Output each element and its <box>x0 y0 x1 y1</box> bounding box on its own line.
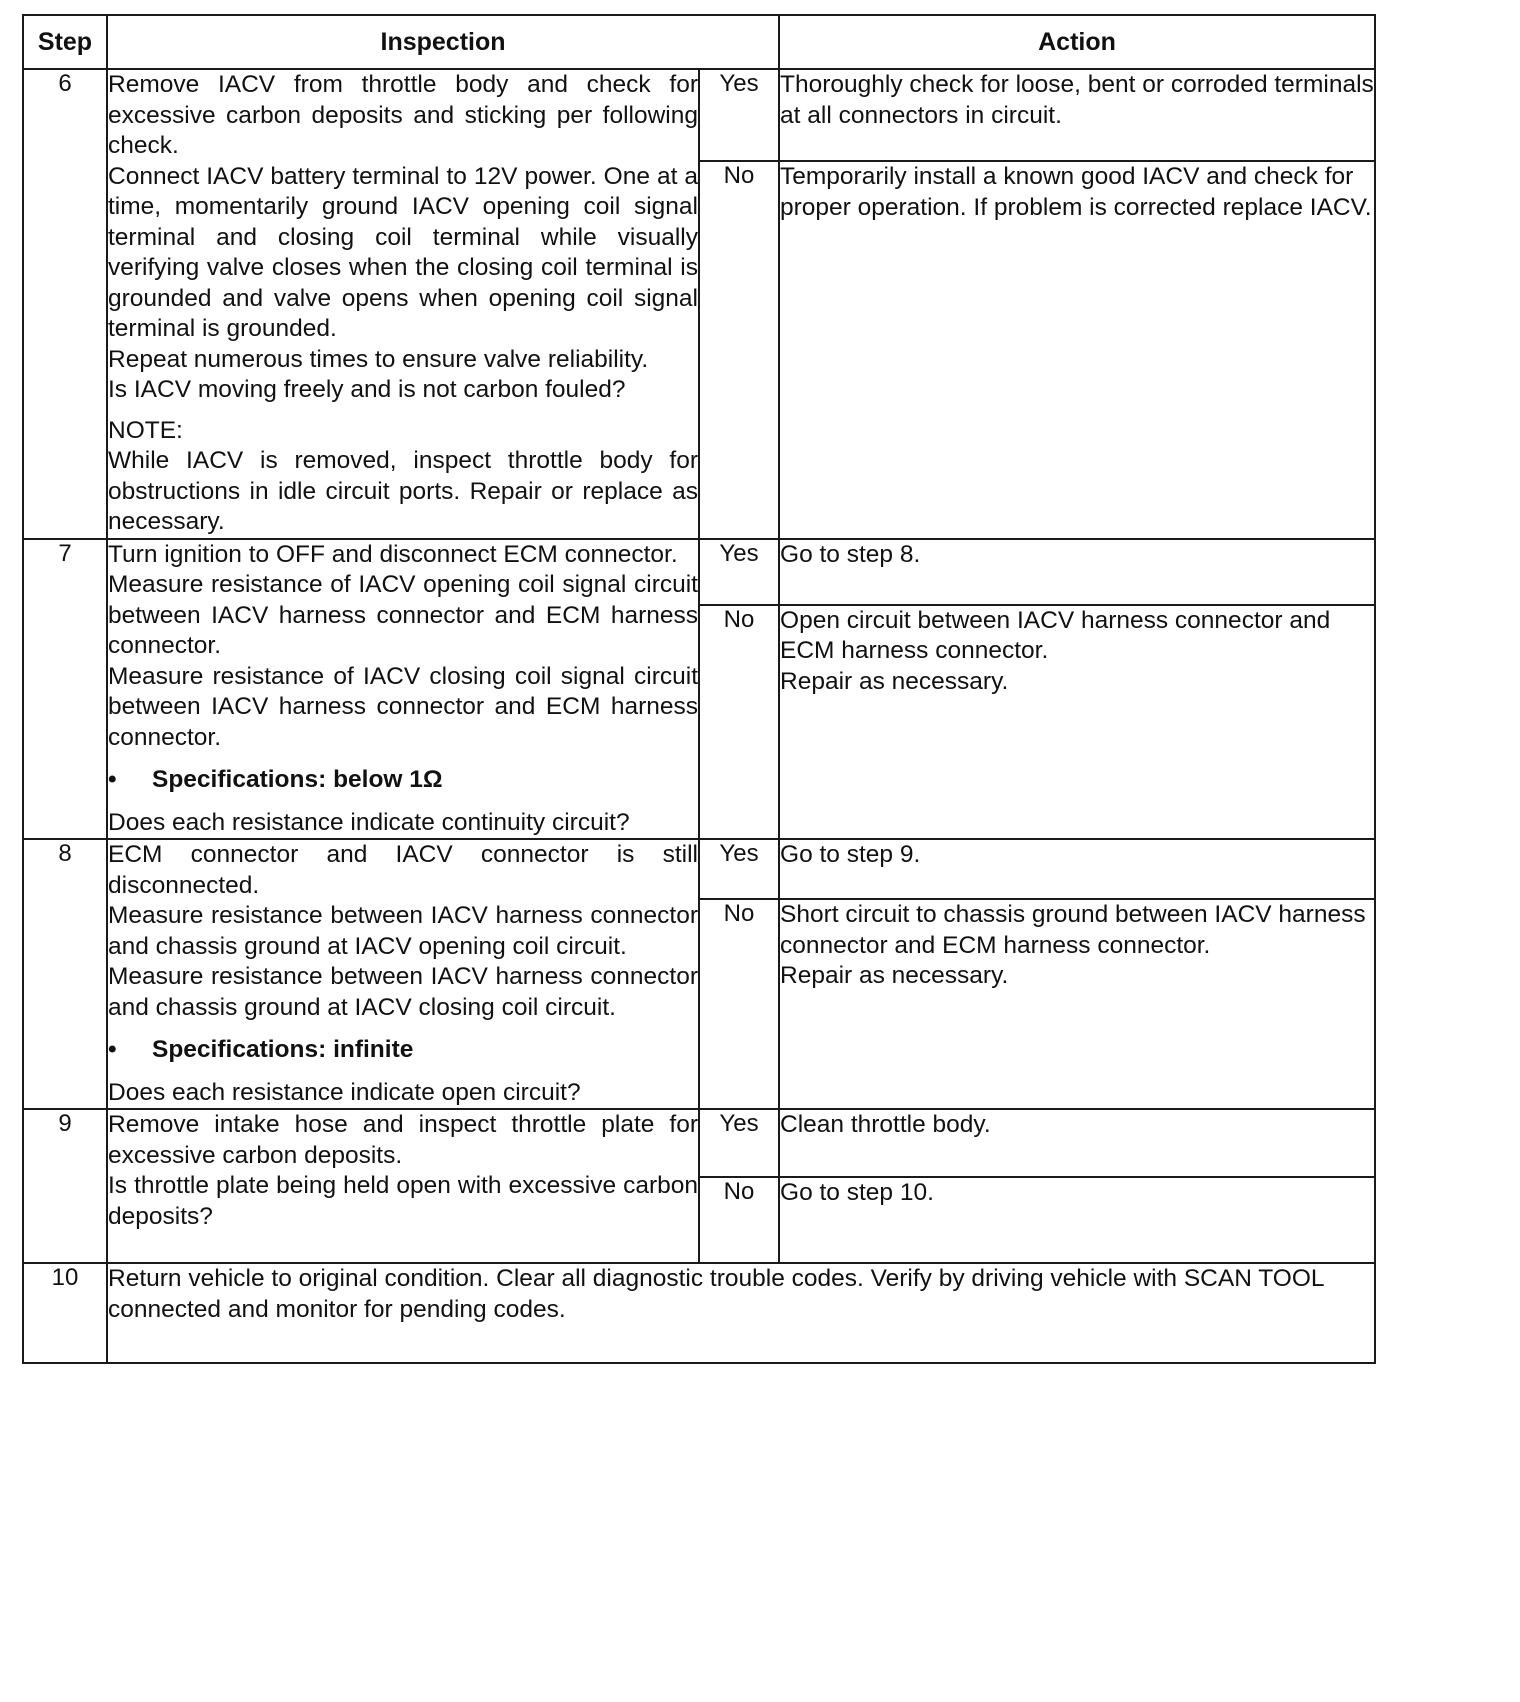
step-7-yes-row <box>23 539 1375 605</box>
specification <box>108 1035 698 1066</box>
step-6-inspection <box>107 69 699 539</box>
troubleshooting-table <box>22 14 1376 1364</box>
yes-label: Yes <box>699 69 779 161</box>
no-action <box>779 1177 1375 1263</box>
note-title: NOTE: <box>108 416 183 444</box>
inspection-text: ECM connector and IACV connector is still disconnected. <box>108 841 698 899</box>
no-label: No <box>699 1177 779 1263</box>
yes-action <box>779 69 1375 161</box>
inspection-column-header: Inspection <box>107 15 779 69</box>
step-column-header: Step <box>23 15 107 69</box>
table-header-row <box>23 15 1375 69</box>
no-label: No <box>699 161 779 539</box>
step-number: 10 <box>23 1263 107 1363</box>
inspection-text: Connect IACV battery terminal to 12V power. One at a time, momentarily ground IACV opening coil signal terminal and closing coil terminal while visually verifying valve closes when the closing coil terminal is grounded and valve opens when opening coil signal terminal is grounded. <box>108 162 698 342</box>
step-8-inspection <box>107 839 699 1109</box>
no-label: No <box>699 899 779 1109</box>
action-text: Temporarily install a known good IACV and check for proper operation. If problem is corrected replace IACV. <box>780 163 1372 221</box>
action-text: Go to step 8. <box>780 540 921 568</box>
action-text: Repair as necessary. <box>780 667 1009 695</box>
inspection-question: Is throttle plate being held open with excessive carbon deposits? <box>108 1172 698 1230</box>
inspection-question: Is IACV moving freely and is not carbon fouled? <box>108 376 626 403</box>
action-text: Go to step 10. <box>780 1179 934 1206</box>
yes-action <box>779 839 1375 899</box>
step-number: 8 <box>23 839 107 1109</box>
action-text: Open circuit between IACV harness connector and ECM harness connector. <box>780 606 1331 664</box>
step-number: 7 <box>23 539 107 840</box>
action-column-header: Action <box>779 15 1375 69</box>
step-10-row <box>23 1263 1375 1363</box>
no-label: No <box>699 605 779 840</box>
step-9-inspection <box>107 1109 699 1263</box>
inspection-text: Measure resistance of IACV opening coil signal circuit between IACV harness connector and ECM harness connector. <box>108 571 698 659</box>
inspection-question: Does each resistance indicate open circuit? <box>108 1078 581 1106</box>
yes-label: Yes <box>699 1109 779 1177</box>
action-text: Repair as necessary. <box>780 962 1009 989</box>
no-action <box>779 161 1375 539</box>
inspection-text: Turn ignition to OFF and disconnect ECM connector. <box>108 540 678 568</box>
specification <box>108 765 698 796</box>
no-action <box>779 605 1375 840</box>
yes-action <box>779 539 1375 605</box>
inspection-text: Measure resistance between IACV harness connector and chassis ground at IACV opening coil circuit. <box>108 902 698 960</box>
action-text: Short circuit to chassis ground between IACV harness connector and ECM harness connector. <box>780 901 1366 959</box>
specification-text: Specifications: infinite <box>152 1036 414 1063</box>
diagnostic-procedure-sheet <box>22 14 1374 1364</box>
step-8-yes-row <box>23 839 1375 899</box>
note-text: While IACV is removed, inspect throttle body for obstructions in idle circuit ports. Repair or replace as necessary. <box>108 447 698 535</box>
action-text: Thoroughly check for loose, bent or corroded terminals at all connectors in circuit. <box>780 71 1374 129</box>
step-number: 9 <box>23 1109 107 1263</box>
no-action <box>779 899 1375 1109</box>
yes-label: Yes <box>699 839 779 899</box>
inspection-text: Repeat numerous times to ensure valve reliability. <box>108 345 649 373</box>
step-9-yes-row <box>23 1109 1375 1177</box>
yes-label: Yes <box>699 539 779 605</box>
yes-action <box>779 1109 1375 1177</box>
inspection-text: Remove intake hose and inspect throttle plate for excessive carbon deposits. <box>108 1111 698 1169</box>
step-7-inspection <box>107 539 699 840</box>
inspection-question: Does each resistance indicate continuity circuit? <box>108 808 630 836</box>
step-6-yes-row <box>23 69 1375 161</box>
inspection-text: Measure resistance between IACV harness connector and chassis ground at IACV closing coil circuit. <box>108 963 698 1021</box>
bullet-icon: • <box>108 1036 117 1063</box>
step-10-text: Return vehicle to original condition. Clear all diagnostic trouble codes. Verify by driving vehicle with SCAN TOOL connected and monitor for pending codes. <box>107 1263 1375 1363</box>
specification-text: Specifications: below 1Ω <box>152 766 443 793</box>
action-text: Clean throttle body. <box>780 1111 991 1138</box>
bullet-icon: • <box>108 766 117 793</box>
inspection-text: Measure resistance of IACV closing coil signal circuit between IACV harness connector and ECM harness connector. <box>108 662 698 751</box>
inspection-text: Remove IACV from throttle body and check for excessive carbon deposits and sticking per following check. <box>108 71 698 159</box>
action-text: Go to step 9. <box>780 841 921 868</box>
step-number: 6 <box>23 69 107 539</box>
